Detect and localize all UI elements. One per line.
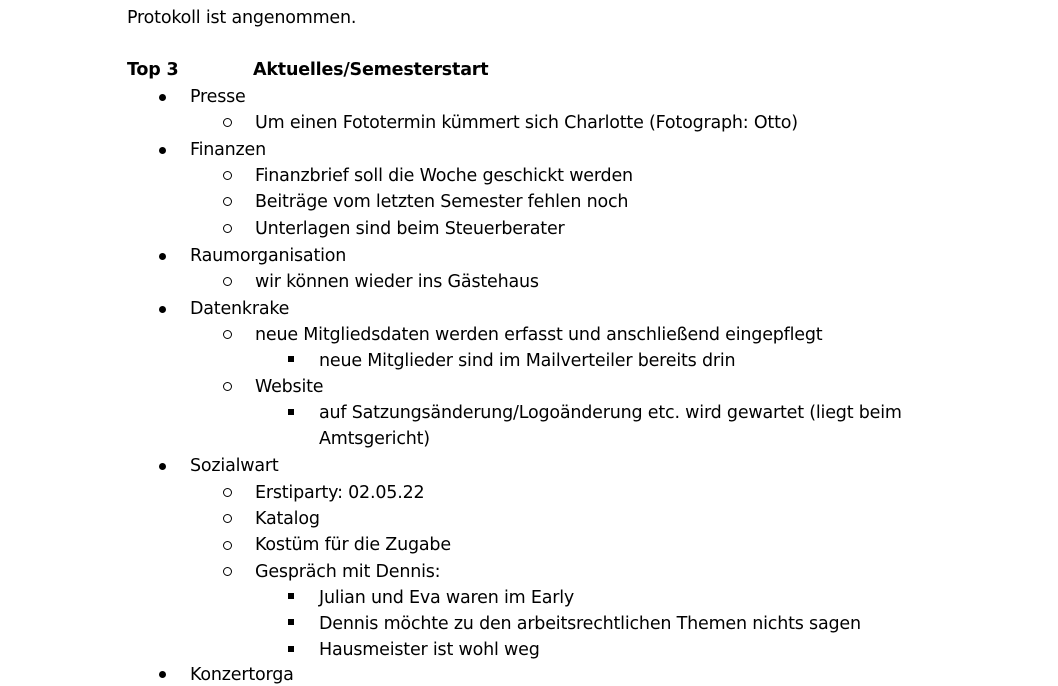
square-bullet-icon	[288, 356, 294, 362]
circle-bullet-icon	[223, 277, 232, 286]
item-datenkrake: Datenkrake	[190, 299, 290, 319]
circle-bullet-icon	[223, 541, 232, 550]
top-number: Top 3	[127, 60, 179, 80]
datenkrake-detail: neue Mitglieder sind im Mailverteiler bereits drin	[319, 351, 736, 371]
square-bullet-icon	[288, 646, 294, 652]
datenkrake-website: Website	[255, 377, 324, 397]
circle-bullet-icon	[223, 488, 232, 497]
protocol-accepted-text: Protokoll ist angenommen.	[127, 8, 357, 28]
cut-off-previous-line	[120, 0, 590, 3]
dennis-detail: Dennis möchte zu den arbeitsrechtlichen Themen nichts sagen	[319, 614, 861, 634]
sozialwart-sub: Erstiparty: 02.05.22	[255, 483, 425, 503]
finanzen-sub: Unterlagen sind beim Steuerberater	[255, 219, 565, 239]
item-presse: Presse	[190, 87, 246, 107]
square-bullet-icon	[288, 409, 294, 415]
item-finanzen: Finanzen	[190, 140, 267, 160]
circle-bullet-icon	[223, 197, 232, 206]
circle-bullet-icon	[223, 118, 232, 127]
sozialwart-sub: Katalog	[255, 509, 320, 529]
presse-sub: Um einen Fototermin kümmert sich Charlotte (Fotograph: Otto)	[255, 113, 798, 133]
square-bullet-icon	[288, 619, 294, 625]
datenkrake-sub: neue Mitgliedsdaten werden erfasst und anschließend eingepflegt	[255, 325, 823, 345]
circle-bullet-icon	[223, 330, 232, 339]
top-title: Aktuelles/Semesterstart	[253, 60, 489, 80]
sozialwart-sub: Kostüm für die Zugabe	[255, 535, 451, 555]
item-raumorganisation: Raumorganisation	[190, 246, 347, 266]
circle-bullet-icon	[223, 514, 232, 523]
circle-bullet-icon	[223, 567, 232, 576]
dennis-detail: Hausmeister ist wohl weg	[319, 640, 540, 660]
finanzen-sub: Beiträge vom letzten Semester fehlen noch	[255, 192, 629, 212]
bullet-icon	[159, 253, 166, 260]
bullet-icon	[159, 463, 166, 470]
raum-sub: wir können wieder ins Gästehaus	[255, 272, 539, 292]
website-detail-continued: Amtsgericht)	[319, 429, 430, 449]
sozialwart-sub: Gespräch mit Dennis:	[255, 562, 441, 582]
bullet-icon	[159, 306, 166, 313]
circle-bullet-icon	[223, 382, 232, 391]
circle-bullet-icon	[223, 224, 232, 233]
bullet-icon	[159, 94, 166, 101]
website-detail: auf Satzungsänderung/Logoänderung etc. wird gewartet (liegt beim	[319, 403, 902, 423]
dennis-detail: Julian und Eva waren im Early	[319, 588, 575, 608]
square-bullet-icon	[288, 593, 294, 599]
finanzen-sub: Finanzbrief soll die Woche geschickt werden	[255, 166, 633, 186]
bullet-icon	[159, 147, 166, 154]
item-konzertorga: Konzertorga	[190, 665, 294, 685]
circle-bullet-icon	[223, 171, 232, 180]
item-sozialwart: Sozialwart	[190, 456, 279, 476]
